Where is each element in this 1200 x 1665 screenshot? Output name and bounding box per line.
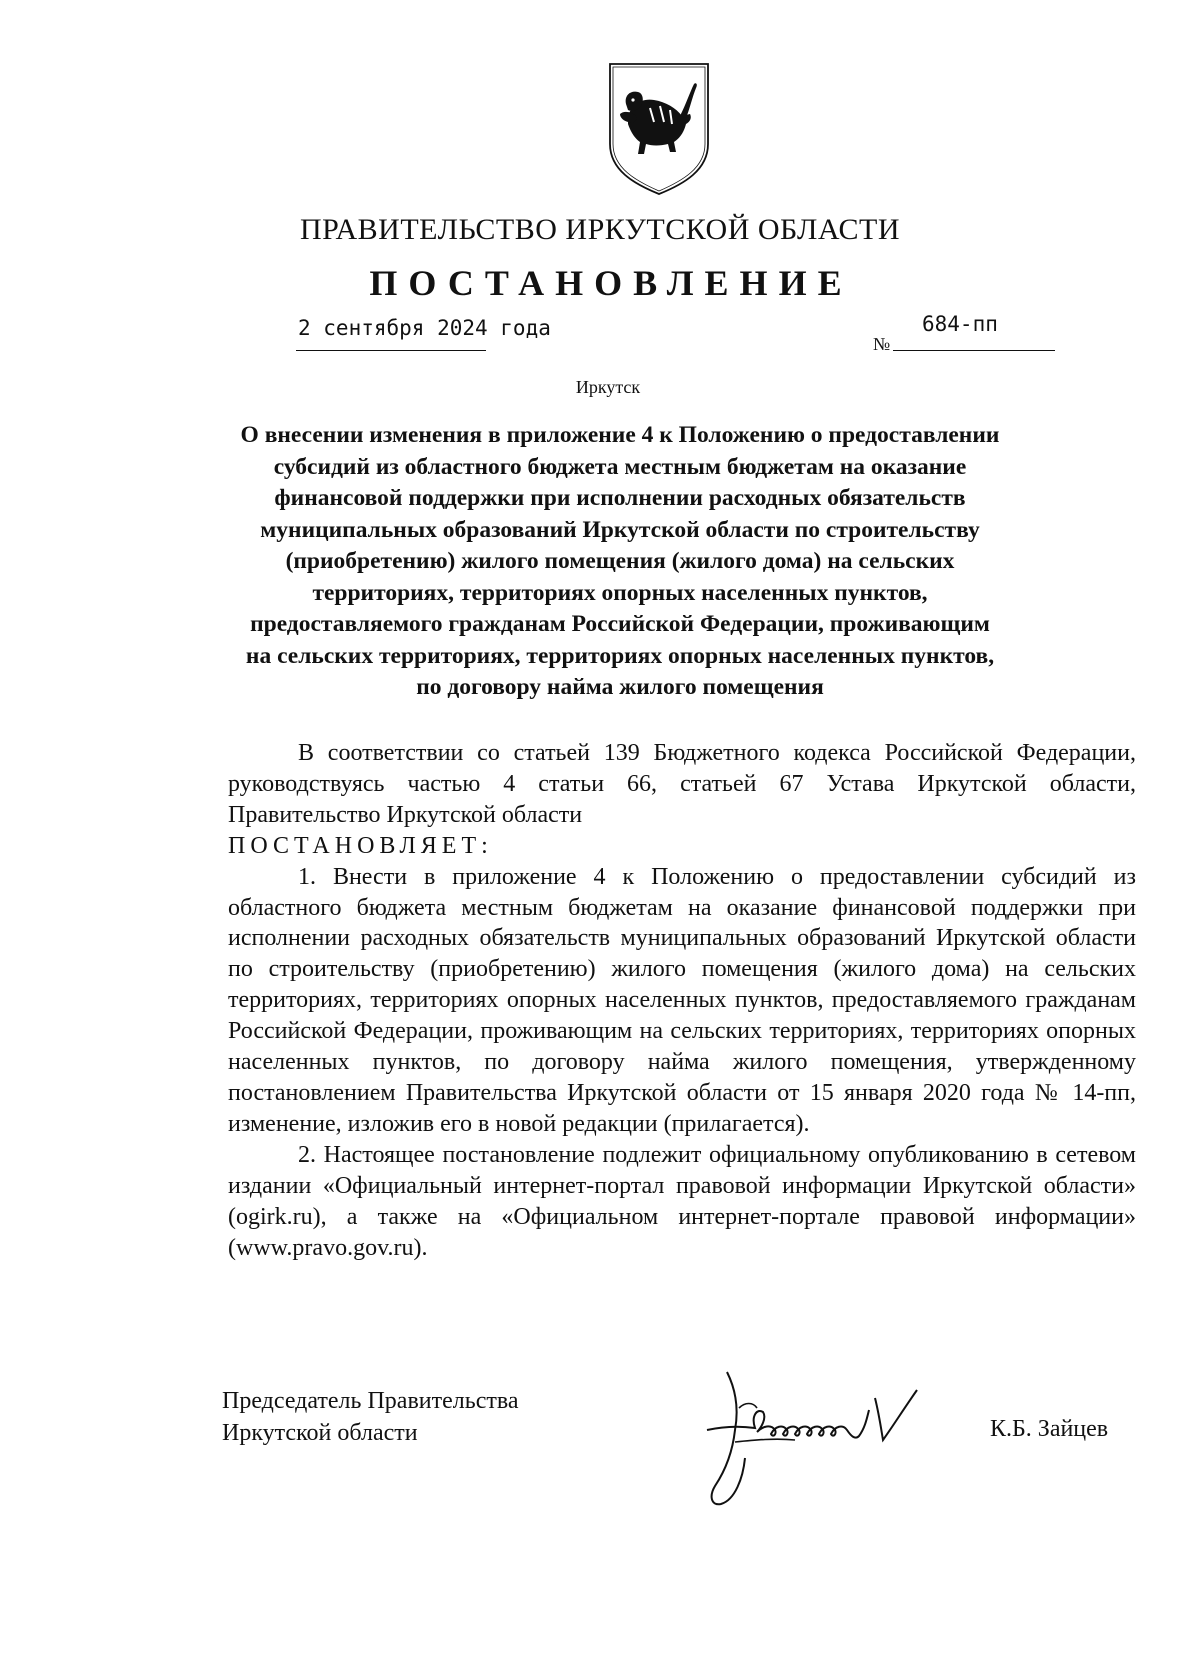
item-2-paragraph: 2. Настоящее постановление подлежит официальному опубликованию в сетевом издании «Официальный интернет-портал правовой информации Иркутской области» (ogirk.ru), а также на «Официальном интернет-портале правовой информации» (www.pravo.gov.ru). <box>228 1141 1136 1261</box>
government-name: ПРАВИТЕЛЬСТВО ИРКУТСКОЙ ОБЛАСТИ <box>299 213 901 246</box>
document-number: 684-пп <box>922 312 998 336</box>
city: Иркутск <box>575 377 641 397</box>
coat-of-arms-icon <box>606 58 712 198</box>
signatory-name: К.Б. Зайцев <box>990 1416 1109 1442</box>
resolves-label: ПОСТАНОВЛЯЕТ: <box>228 832 493 859</box>
signatory-position: Председатель Правительства Иркутской области <box>222 1388 519 1446</box>
number-sign: № <box>873 334 891 354</box>
item-1-paragraph: 1. Внести в приложение 4 к Положению о предоставлении субсидий из областного бюджета местным бюджетам на оказание финансовой поддержки при исполнении расходных обязательств муниципальных образований Иркутской области по строительству (приобретению) жилого помещения (жилого дома) на сельских территориях, территориях опорных населенных пунктов, предоставляемого гражданам Российской Федерации, проживающим на сельских территориях, территориях опорных населенных пунктов, по договору найма жилого помещения, утвержденному постановлением Правительства Иркутской области от 15 января 2020 года № 14-пп, изменение, изложив его в новой редакции (прилагается). <box>228 863 1136 1137</box>
document-body <box>228 738 1136 1263</box>
document-date: 2 сентября 2024 года <box>298 316 551 340</box>
handwritten-signature <box>705 1368 970 1513</box>
document-title: О внесении изменения в приложение 4 к Положению о предоставлении субсидий из областного бюджета местным бюджетам на оказание финансовой поддержки при исполнении расходных обязательств муниципальных образований Иркутской области по строительству (приобретению) жилого помещения (жилого дома) на сельских территориях, территориях опорных населенных пунктов, предоставляемого гражданам Российской Федерации, проживающим на сельских территориях, территориях опорных населенных пунктов, по договору найма жилого помещения <box>240 422 1000 700</box>
preamble-paragraph: В соответствии со статьей 139 Бюджетного кодекса Российской Федерации, руководствуясь частью 4 статьи 66, статьей 67 Устава Иркутской области, Правительство Иркутской области <box>228 740 1136 828</box>
document-type: ПОСТАНОВЛЕНИЕ <box>369 263 853 303</box>
